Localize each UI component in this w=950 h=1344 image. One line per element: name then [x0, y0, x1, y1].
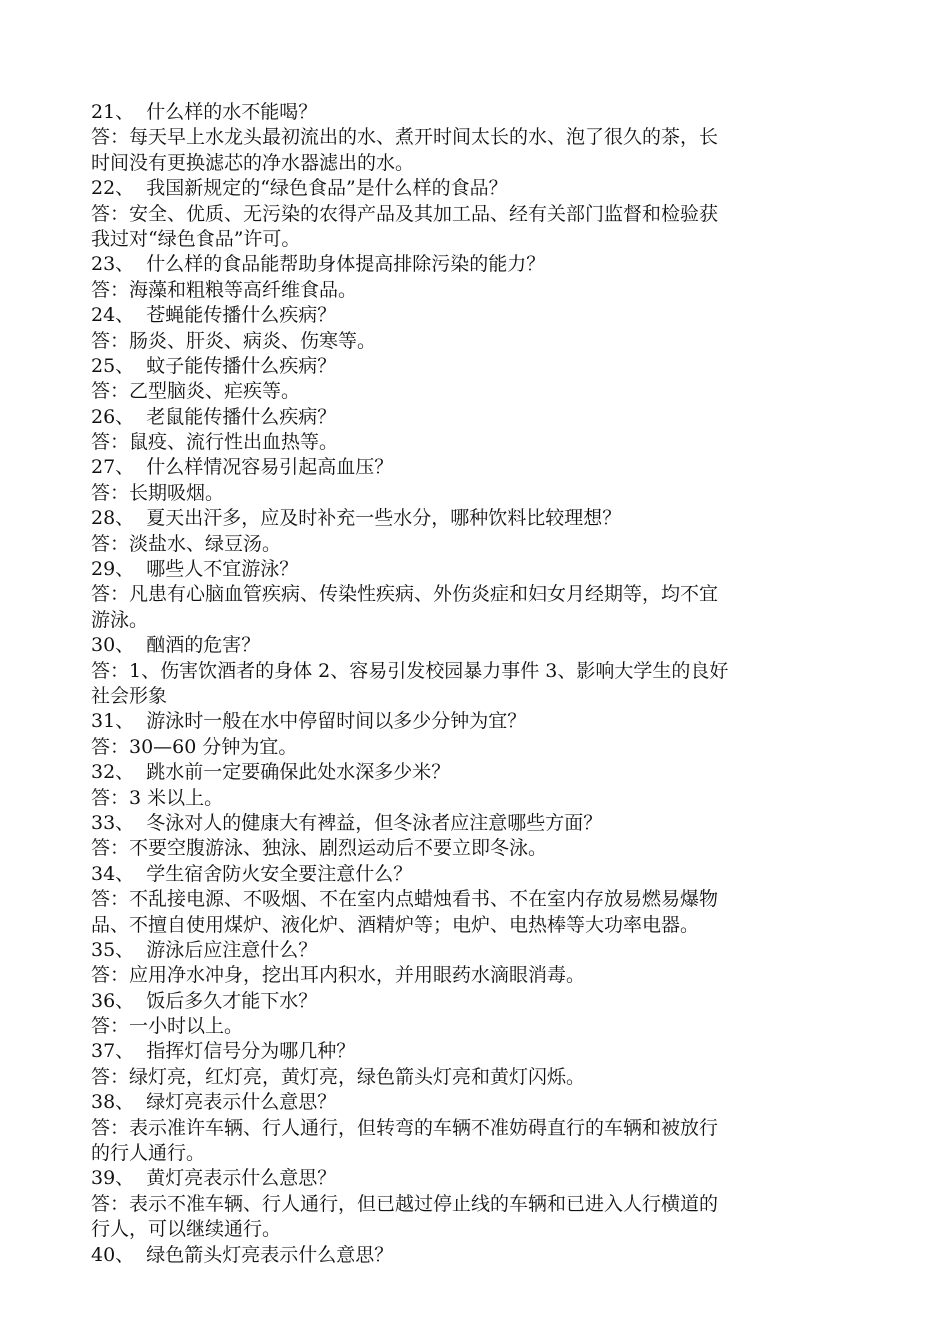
question-text: 23、 什么样的食品能帮助身体提高排除污染的能力？ — [91, 253, 546, 276]
question-text: 39、 黄灯亮表示什么意思？ — [91, 1167, 337, 1190]
answer-text: 行人，可以继续通行。 — [91, 1218, 282, 1241]
question-text: 26、 老鼠能传播什么疾病？ — [91, 405, 337, 428]
question-text: 36、 饭后多久才能下水？ — [91, 989, 318, 1012]
question-text: 25、 蚊子能传播什么疾病？ — [91, 354, 337, 377]
answer-text: 答：肠炎、肝炎、病炎、伤寒等。 — [91, 329, 377, 352]
answer-text: 答：每天早上水龙头最初流出的水、煮开时间太长的水、泡了很久的茶，长 — [91, 126, 719, 149]
question-text: 31、 游泳时一般在水中停留时间以多少分钟为宜？ — [91, 710, 527, 733]
answer-text: 社会形象 — [91, 684, 168, 707]
answer-text: 答：1、伤害饮酒者的身体 2、容易引发校园暴力事件 3、影响大学生的良好 — [91, 659, 729, 682]
qa-item — [91, 1039, 861, 1090]
answer-text: 答：乙型脑炎、疟疾等。 — [91, 380, 301, 403]
question-text: 22、 我国新规定的“绿色食品”是什么样的食品？ — [91, 177, 508, 200]
qa-item — [91, 862, 861, 938]
answer-text: 我过对“绿色食品”许可。 — [91, 227, 301, 250]
qa-item — [91, 405, 861, 456]
qa-item — [91, 303, 861, 354]
question-text: 27、 什么样情况容易引起高血压？ — [91, 456, 394, 479]
qa-item — [91, 455, 861, 506]
question-text: 38、 绿灯亮表示什么意思？ — [91, 1091, 337, 1114]
answer-text: 答：安全、优质、无污染的农得产品及其加工品、经有关部门监督和检验获 — [91, 202, 719, 225]
qa-item — [91, 938, 861, 989]
qa-item — [91, 989, 861, 1040]
qa-item — [91, 760, 861, 811]
qa-item — [91, 1166, 861, 1242]
qa-item — [91, 252, 861, 303]
answer-text: 答：鼠疫、流行性出血热等。 — [91, 431, 339, 454]
answer-text: 答：淡盐水、绿豆汤。 — [91, 532, 282, 555]
question-text: 28、 夏天出汗多，应及时补充一些水分，哪种饮料比较理想？ — [91, 507, 622, 530]
question-text: 30、 酗酒的危害？ — [91, 634, 261, 657]
answer-text: 答：3 米以上。 — [91, 786, 224, 809]
question-text: 29、 哪些人不宜游泳？ — [91, 558, 299, 581]
answer-text: 答：应用净水冲身，挖出耳内积水，并用眼药水滴眼消毒。 — [91, 964, 586, 987]
answer-text: 品、不擅自使用煤炉、液化炉、酒精炉等；电炉、电热棒等大功率电器。 — [91, 913, 700, 936]
qa-list — [91, 100, 861, 1268]
qa-item — [91, 1090, 861, 1166]
answer-text: 答：30—60 分钟为宜。 — [91, 735, 298, 758]
qa-item — [91, 100, 861, 176]
question-text: 34、 学生宿舍防火安全要注意什么？ — [91, 862, 413, 885]
answer-text: 答：表示准许车辆、行人通行，但转弯的车辆不准妨碍直行的车辆和被放行 — [91, 1116, 719, 1139]
qa-item — [91, 176, 861, 252]
qa-item — [91, 354, 861, 405]
answer-text: 游泳。 — [91, 608, 149, 631]
question-text: 33、 冬泳对人的健康大有裨益，但冬泳者应注意哪些方面？ — [91, 811, 603, 834]
question-text: 24、 苍蝇能传播什么疾病？ — [91, 304, 337, 327]
answer-text: 时间没有更换滤芯的净水器滤出的水。 — [91, 151, 415, 174]
answer-text: 答：绿灯亮，红灯亮，黄灯亮，绿色箭头灯亮和黄灯闪烁。 — [91, 1065, 586, 1088]
question-text: 37、 指挥灯信号分为哪几种？ — [91, 1040, 356, 1063]
answer-text: 的行人通行。 — [91, 1142, 206, 1165]
question-text: 21、 什么样的水不能喝？ — [91, 101, 318, 123]
answer-text: 答：一小时以上。 — [91, 1015, 244, 1038]
qa-item — [91, 1243, 861, 1268]
question-text: 32、 跳水前一定要确保此处水深多少米？ — [91, 761, 451, 784]
qa-item — [91, 633, 861, 709]
question-text: 35、 游泳后应注意什么？ — [91, 938, 318, 961]
answer-text: 答：表示不准车辆、行人通行，但已越过停止线的车辆和已进入人行横道的 — [91, 1192, 719, 1215]
answer-text: 答：长期吸烟。 — [91, 481, 225, 504]
answer-text: 答：凡患有心脑血管疾病、传染性疾病、外伤炎症和妇女月经期等，均不宜 — [91, 583, 719, 606]
answer-text: 答：不要空腹游泳、独泳、剧烈运动后不要立即冬泳。 — [91, 837, 548, 860]
question-text: 40、 绿色箭头灯亮表示什么意思？ — [91, 1243, 394, 1266]
answer-text: 答：海藻和粗粮等高纤维食品。 — [91, 278, 358, 301]
qa-item — [91, 557, 861, 633]
qa-item — [91, 506, 861, 557]
qa-item — [91, 811, 861, 862]
answer-text: 答：不乱接电源、不吸烟、不在室内点蜡烛看书、不在室内存放易燃易爆物 — [91, 888, 719, 911]
qa-item — [91, 709, 861, 760]
